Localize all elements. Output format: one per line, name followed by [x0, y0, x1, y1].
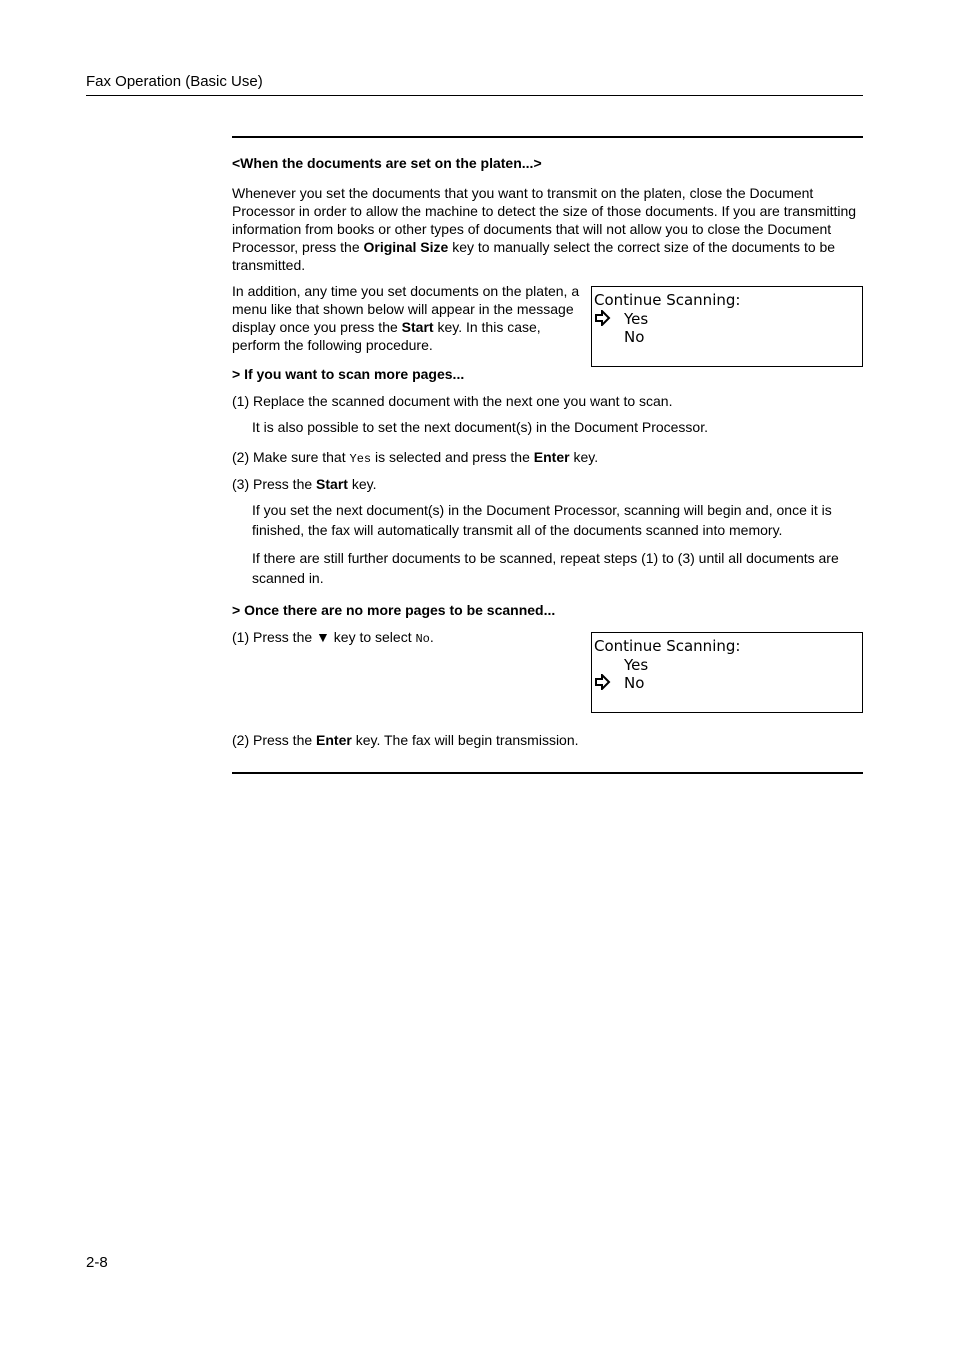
- start-key-label: Start: [401, 319, 434, 335]
- scan-more-step-3-note-1: If you set the next document(s) in the Document Processor, scanning will begin and, once it is finished, the fax will automatically transmit all of the documents scanned into memory.: [252, 502, 832, 538]
- scan-more-heading: > If you want to scan more pages...: [232, 366, 465, 382]
- platen-paragraph: [232, 184, 862, 274]
- no-more-step-2: [232, 731, 579, 749]
- paragraph-text: key. In this case, perform the following procedure.: [232, 319, 541, 353]
- section-top-rule: [232, 136, 863, 138]
- step-text: (3) Press the: [232, 476, 317, 492]
- lcd-title: Continue Scanning:: [594, 637, 741, 655]
- start-key-label: Start: [316, 476, 348, 492]
- step-text: key.: [569, 449, 599, 465]
- scan-more-step-3-note-2: If there are still further documents to be scanned, repeat steps (1) to (3) until all documents are scanned in.: [252, 550, 839, 586]
- step-text: key.: [347, 476, 377, 492]
- yes-option-code: Yes: [349, 452, 372, 466]
- lcd-option-yes: Yes: [624, 656, 649, 674]
- step-text: (2) Make sure that: [232, 449, 350, 465]
- lcd-option-no: No: [624, 674, 645, 692]
- selection-arrow-icon: [595, 310, 611, 326]
- page-number: 2-8: [86, 1254, 108, 1271]
- scan-more-step-2: [232, 448, 598, 468]
- paragraph-text: key to manually select the correct size of the documents to be transmitted.: [232, 239, 836, 273]
- step-text: key. The fax will begin transmission.: [351, 732, 579, 748]
- lcd-option-no: No: [624, 328, 645, 346]
- no-more-heading: > Once there are no more pages to be scanned...: [232, 602, 556, 618]
- enter-key-label: Enter: [533, 449, 570, 465]
- lcd-display-yes-selected: [591, 286, 863, 367]
- step-text: is selected and press the: [371, 449, 534, 465]
- down-arrow-key-icon: ▼: [316, 629, 330, 645]
- original-size-key-label: Original Size: [363, 239, 449, 255]
- enter-key-label: Enter: [316, 732, 352, 748]
- no-more-step-1: [232, 628, 434, 648]
- section-bottom-rule: [232, 772, 863, 774]
- step-text: .: [429, 629, 434, 645]
- platen-heading: <When the documents are set on the platen...>: [232, 155, 542, 171]
- lcd-title: Continue Scanning:: [594, 291, 741, 309]
- paragraph-text: Whenever you set the documents that you want to transmit on the platen, close the Document Processor in order to allow the machine to detect the size of those documents. If you are transmitting information from books or other types of documents that will not allow you to close the Document Processor, press the: [232, 185, 857, 255]
- scan-more-step-1-note: It is also possible to set the next document(s) in the Document Processor.: [252, 419, 708, 435]
- selection-arrow-icon: [595, 674, 611, 690]
- scan-more-step-1: (1) Replace the scanned document with the next one you want to scan.: [232, 393, 673, 409]
- lcd-display-no-selected: [591, 632, 863, 713]
- scan-more-step-3: [232, 475, 376, 493]
- header-divider: [86, 95, 863, 96]
- running-header: Fax Operation (Basic Use): [86, 73, 263, 90]
- step-text: (2) Press the: [232, 732, 317, 748]
- lcd-option-yes: Yes: [624, 310, 649, 328]
- step-text: key to select: [329, 629, 416, 645]
- menu-intro-paragraph: [232, 282, 582, 354]
- paragraph-text: In addition, any time you set documents on the platen, a menu like that shown below will appear in the message display once you press the: [232, 283, 580, 335]
- step-text: (1) Press the: [232, 629, 317, 645]
- no-option-code: No: [415, 632, 430, 646]
